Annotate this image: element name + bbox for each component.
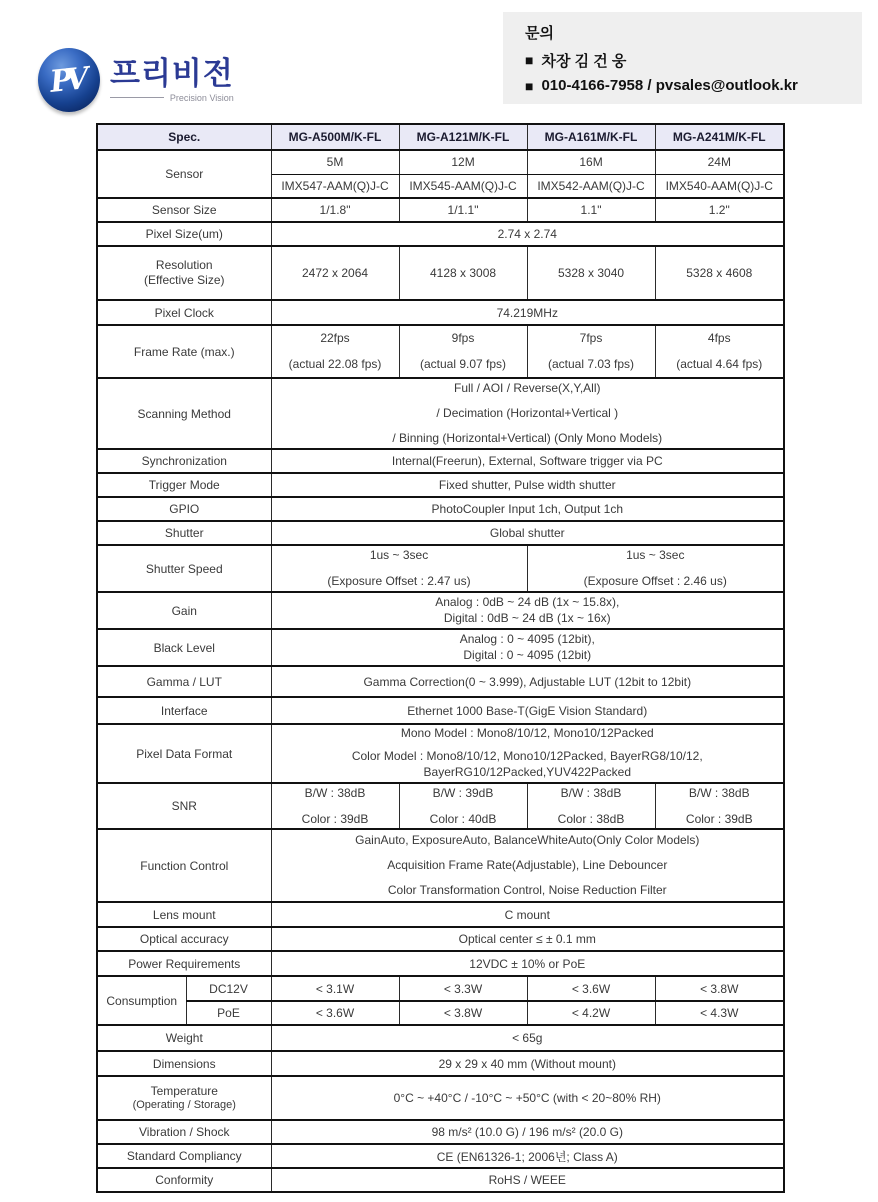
row-power-requirements	[97, 951, 784, 976]
cell-sensor-part: IMX545-AAM(Q)J-C	[399, 174, 527, 198]
cell-sensor-size: 1.1"	[527, 198, 655, 222]
sub-label-poe: PoE	[186, 1001, 271, 1025]
cell-sensor-size: 1/1.8"	[271, 198, 399, 222]
table-header-row	[97, 124, 784, 150]
row-label-synchronization: Synchronization	[97, 449, 271, 473]
row-pixel-clock	[97, 300, 784, 325]
cell-resolution: 5328 x 4608	[655, 246, 784, 300]
cell-shutter-speed-left: 1us ~ 3sec (Exposure Offset : 2.47 us)	[271, 545, 527, 592]
cell-weight: < 65g	[271, 1025, 784, 1051]
cell-sensor-size: 1/1.1"	[399, 198, 527, 222]
row-label-black-level: Black Level	[97, 629, 271, 666]
cell-consumption-dc12v: < 3.3W	[399, 976, 527, 1001]
row-gain	[97, 592, 784, 629]
row-synchronization	[97, 449, 784, 473]
cell-sensor-mp: 12M	[399, 150, 527, 174]
cell-consumption-poe: < 4.3W	[655, 1001, 784, 1025]
row-label-pixel-data-format: Pixel Data Format	[97, 724, 271, 783]
cell-consumption-dc12v: < 3.1W	[271, 976, 399, 1001]
spec-table	[96, 123, 785, 1193]
cell-sensor-size: 1.2"	[655, 198, 784, 222]
row-trigger-mode	[97, 473, 784, 497]
row-label-interface: Interface	[97, 697, 271, 724]
cell-sensor-mp: 16M	[527, 150, 655, 174]
cell-pixel-data-format: Mono Model : Mono8/10/12, Mono10/12Packed Color Model : Mono8/10/12, Mono10/12Packed, BayerRG8/10/12, BayerRG10/12Packed,YUV422Packed	[271, 724, 784, 783]
cell-frame-rate: 22fps (actual 22.08 fps)	[271, 325, 399, 378]
row-label-pixel-size: Pixel Size(um)	[97, 222, 271, 246]
row-conformity	[97, 1168, 784, 1192]
row-label-dimensions: Dimensions	[97, 1051, 271, 1076]
cell-frame-rate: 7fps (actual 7.03 fps)	[527, 325, 655, 378]
row-label-sensor-size: Sensor Size	[97, 198, 271, 222]
contact-phone-line	[525, 77, 842, 94]
row-shutter	[97, 521, 784, 545]
cell-sensor-part: IMX542-AAM(Q)J-C	[527, 174, 655, 198]
cell-vibration-shock: 98 m/s² (10.0 G) / 196 m/s² (20.0 G)	[271, 1120, 784, 1144]
row-label-sensor: Sensor	[97, 150, 271, 198]
row-temperature	[97, 1076, 784, 1120]
row-label-standard-compliancy: Standard Compliancy	[97, 1144, 271, 1168]
row-label-function-control: Function Control	[97, 829, 271, 902]
row-sensor-size	[97, 198, 784, 222]
cell-gamma-lut: Gamma Correction(0 ~ 3.999), Adjustable LUT (12bit to 12bit)	[271, 666, 784, 697]
contact-info-box	[503, 12, 862, 104]
contact-phone-email: 010-4166-7958 / pvsales@outlook.kr	[541, 77, 798, 94]
company-name-english: Precision Vision	[169, 92, 234, 103]
logo-sphere-icon	[38, 48, 100, 112]
cell-optical-accuracy: Optical center ≤ ± 0.1 mm	[271, 927, 784, 951]
cell-snr: B/W : 39dB Color : 40dB	[399, 783, 527, 829]
row-label-scanning-method: Scanning Method	[97, 378, 271, 449]
cell-temperature: 0°C ~ +40°C / -10°C ~ +50°C (with < 20~80% RH)	[271, 1076, 784, 1120]
company-name-korean: 프리비전	[110, 55, 234, 91]
row-label-resolution: Resolution (Effective Size)	[97, 246, 271, 300]
cell-sensor-mp: 5M	[271, 150, 399, 174]
company-logo	[38, 48, 234, 112]
cell-frame-rate: 4fps (actual 4.64 fps)	[655, 325, 784, 378]
cell-snr: B/W : 38dB Color : 38dB	[527, 783, 655, 829]
cell-frame-rate: 9fps (actual 9.07 fps)	[399, 325, 527, 378]
cell-dimensions: 29 x 29 x 40 mm (Without mount)	[271, 1051, 784, 1076]
contact-person: 차장 김 건 웅	[541, 52, 627, 70]
row-resolution	[97, 246, 784, 300]
column-header-spec: Spec.	[97, 124, 271, 150]
contact-person-line	[525, 50, 842, 71]
row-label-frame-rate: Frame Rate (max.)	[97, 325, 271, 378]
cell-consumption-poe: < 3.8W	[399, 1001, 527, 1025]
cell-function-control: GainAuto, ExposureAuto, BalanceWhiteAuto(Only Color Models) Acquisition Frame Rate(Adjustable), Line Debouncer Color Transformation Control, Noise Reduction Filter	[271, 829, 784, 902]
row-label-lens-mount: Lens mount	[97, 902, 271, 927]
cell-pixel-size: 2.74 x 2.74	[271, 222, 784, 246]
row-consumption-poe	[97, 1001, 784, 1025]
row-snr	[97, 783, 784, 829]
row-black-level	[97, 629, 784, 666]
cell-sensor-mp: 24M	[655, 150, 784, 174]
row-lens-mount	[97, 902, 784, 927]
logo-text	[110, 55, 234, 103]
square-bullet-icon: ■	[525, 77, 534, 94]
row-sensor-megapixels	[97, 150, 784, 174]
row-pixel-size	[97, 222, 784, 246]
cell-shutter: Global shutter	[271, 521, 784, 545]
cell-consumption-dc12v: < 3.6W	[527, 976, 655, 1001]
row-label-conformity: Conformity	[97, 1168, 271, 1192]
row-function-control	[97, 829, 784, 902]
row-standard-compliancy	[97, 1144, 784, 1168]
column-header-model-4: MG-A241M/K-FL	[655, 124, 784, 150]
row-weight	[97, 1025, 784, 1051]
row-label-gamma-lut: Gamma / LUT	[97, 666, 271, 697]
cell-consumption-poe: < 4.2W	[527, 1001, 655, 1025]
cell-shutter-speed-right: 1us ~ 3sec (Exposure Offset : 2.46 us)	[527, 545, 784, 592]
row-label-weight: Weight	[97, 1025, 271, 1051]
row-consumption-dc12v	[97, 976, 784, 1001]
row-gpio	[97, 497, 784, 521]
cell-synchronization: Internal(Freerun), External, Software trigger via PC	[271, 449, 784, 473]
cell-gpio: PhotoCoupler Input 1ch, Output 1ch	[271, 497, 784, 521]
row-label-power-requirements: Power Requirements	[97, 951, 271, 976]
row-label-snr: SNR	[97, 783, 271, 829]
row-frame-rate	[97, 325, 784, 378]
row-vibration-shock	[97, 1120, 784, 1144]
cell-resolution: 5328 x 3040	[527, 246, 655, 300]
cell-trigger-mode: Fixed shutter, Pulse width shutter	[271, 473, 784, 497]
cell-lens-mount: C mount	[271, 902, 784, 927]
logo-divider	[110, 97, 164, 98]
row-optical-accuracy	[97, 927, 784, 951]
row-label-consumption: Consumption	[97, 976, 186, 1025]
row-label-vibration-shock: Vibration / Shock	[97, 1120, 271, 1144]
cell-conformity: RoHS / WEEE	[271, 1168, 784, 1192]
column-header-model-2: MG-A121M/K-FL	[399, 124, 527, 150]
cell-pixel-clock: 74.219MHz	[271, 300, 784, 325]
column-header-model-1: MG-A500M/K-FL	[271, 124, 399, 150]
row-shutter-speed	[97, 545, 784, 592]
cell-snr: B/W : 38dB Color : 39dB	[655, 783, 784, 829]
cell-standard-compliancy: CE (EN61326-1; 2006년; Class A)	[271, 1144, 784, 1168]
row-scanning-method	[97, 378, 784, 449]
row-label-temperature: Temperature (Operating / Storage)	[97, 1076, 271, 1120]
cell-interface: Ethernet 1000 Base-T(GigE Vision Standard)	[271, 697, 784, 724]
logo-pv-monogram: PV	[48, 61, 84, 100]
cell-sensor-part: IMX547-AAM(Q)J-C	[271, 174, 399, 198]
row-label-pixel-clock: Pixel Clock	[97, 300, 271, 325]
row-label-gpio: GPIO	[97, 497, 271, 521]
row-label-trigger-mode: Trigger Mode	[97, 473, 271, 497]
row-gamma-lut	[97, 666, 784, 697]
row-label-gain: Gain	[97, 592, 271, 629]
row-label-shutter: Shutter	[97, 521, 271, 545]
cell-power-requirements: 12VDC ± 10% or PoE	[271, 951, 784, 976]
cell-gain: Analog : 0dB ~ 24 dB (1x ~ 15.8x), Digital : 0dB ~ 24 dB (1x ~ 16x)	[271, 592, 784, 629]
cell-resolution: 2472 x 2064	[271, 246, 399, 300]
cell-scanning-method: Full / AOI / Reverse(X,Y,All) / Decimation (Horizontal+Vertical ) / Binning (Horizontal+Vertical) (Only Mono Models)	[271, 378, 784, 449]
sub-label-dc12v: DC12V	[186, 976, 271, 1001]
row-label-shutter-speed: Shutter Speed	[97, 545, 271, 592]
cell-consumption-poe: < 3.6W	[271, 1001, 399, 1025]
cell-resolution: 4128 x 3008	[399, 246, 527, 300]
contact-title: 문의	[525, 25, 554, 42]
cell-black-level: Analog : 0 ~ 4095 (12bit), Digital : 0 ~ 4095 (12bit)	[271, 629, 784, 666]
row-dimensions	[97, 1051, 784, 1076]
row-pixel-data-format	[97, 724, 784, 783]
cell-sensor-part: IMX540-AAM(Q)J-C	[655, 174, 784, 198]
row-interface	[97, 697, 784, 724]
square-bullet-icon: ■	[525, 52, 534, 68]
column-header-model-3: MG-A161M/K-FL	[527, 124, 655, 150]
cell-consumption-dc12v: < 3.8W	[655, 976, 784, 1001]
cell-snr: B/W : 38dB Color : 39dB	[271, 783, 399, 829]
row-label-optical-accuracy: Optical accuracy	[97, 927, 271, 951]
